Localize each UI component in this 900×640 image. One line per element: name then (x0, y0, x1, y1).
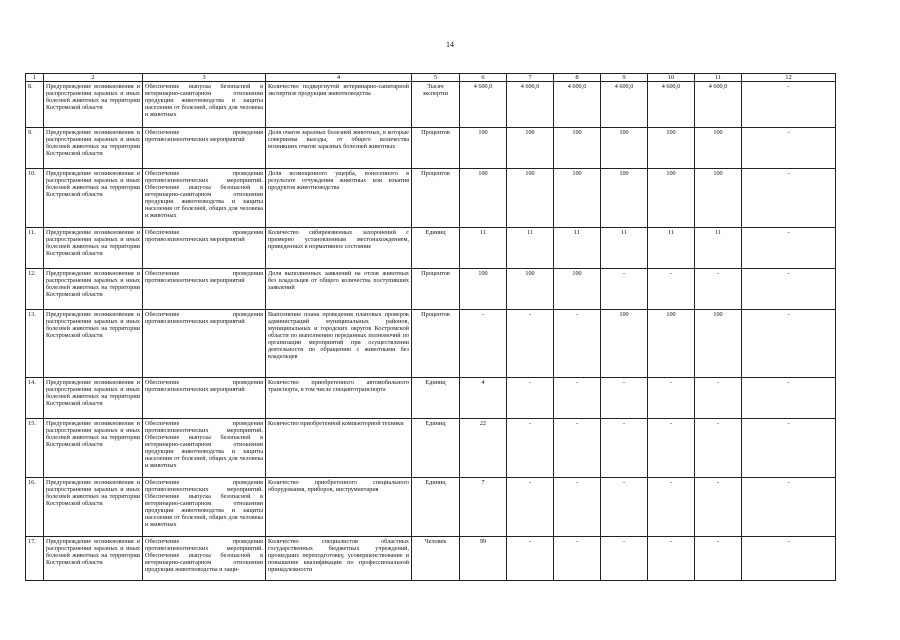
value-cell: 11 (695, 228, 742, 269)
unit-cell: Единиц (412, 228, 460, 269)
value-cell: - (695, 419, 742, 478)
row-number: 11. (26, 228, 44, 269)
unit-cell: Процентов (412, 128, 460, 169)
note-cell: - (742, 478, 836, 537)
row-number: 13. (26, 310, 44, 378)
row-number: 10. (26, 169, 44, 228)
value-cell: - (648, 478, 695, 537)
value-cell: 100 (648, 169, 695, 228)
unit-cell: Процентов (412, 269, 460, 310)
value-cell: 11 (648, 228, 695, 269)
note-cell: - (742, 228, 836, 269)
value-cell: 4 (460, 378, 507, 419)
value-cell: - (601, 419, 648, 478)
task-cell: Обеспечение проведения противоэпизоотических мероприятий. Обеспечение выпуска безопасной в ветеринарно-санитарном отношении продукции животноводства и защиты населения от болезней, общих для человека и животных (143, 419, 266, 478)
value-cell: - (648, 537, 695, 581)
task-cell: Обеспечение проведения противоэпизоотических мероприятий (143, 128, 266, 169)
goal-cell: Предупреждение возникновения и распространения заразных и иных болезней животных на территории Костромской области (44, 228, 143, 269)
value-cell: 100 (695, 128, 742, 169)
row-number: 9. (26, 128, 44, 169)
task-cell: Обеспечение проведения противоэпизоотических мероприятий. Обеспечение выпуска безопасной в ветеринарно-санитарном отношении продукции животноводства и защиты населения от болезней, общих для человека и животных (143, 478, 266, 537)
indicator-cell: Количество сибиреязвенных захоронений с примерно установленным местонахождением, приведенных в нормативное состояние (266, 228, 412, 269)
header-cell: 12 (742, 74, 836, 82)
value-cell: 100 (554, 128, 601, 169)
value-cell: - (601, 378, 648, 419)
page-number: 14 (446, 40, 454, 49)
value-cell: 4 600,0 (601, 82, 648, 128)
value-cell: - (601, 269, 648, 310)
goal-cell: Предупреждение возникновения и распространения заразных и иных болезней животных на территории Костромской области (44, 310, 143, 378)
unit-cell: Человек (412, 537, 460, 581)
value-cell: 100 (601, 128, 648, 169)
row-number: 12. (26, 269, 44, 310)
note-cell: - (742, 269, 836, 310)
value-cell: 100 (601, 310, 648, 378)
value-cell: - (460, 310, 507, 378)
value-cell: - (554, 478, 601, 537)
value-cell: 100 (554, 169, 601, 228)
value-cell: - (554, 537, 601, 581)
table-row (26, 269, 836, 310)
value-cell: 7 (460, 478, 507, 537)
indicator-cell: Количество приобретенного автомобильного транспорта, в том числе спецавтотранспорта (266, 378, 412, 419)
header-cell: 7 (507, 74, 554, 82)
value-cell: 11 (460, 228, 507, 269)
value-cell: - (554, 378, 601, 419)
task-cell: Обеспечение проведения противоэпизоотических мероприятий (143, 228, 266, 269)
task-cell: Обеспечение проведения противоэпизоотических мероприятий. Обеспечение выпуска безопасной в ветеринарно-санитарном отношении продукции животноводства и защиты населения от болезней, общих для человека и животных (143, 169, 266, 228)
row-number: 16. (26, 478, 44, 537)
value-cell: 100 (460, 269, 507, 310)
note-cell: - (742, 537, 836, 581)
task-cell: Обеспечение проведения противоэпизоотических мероприятий (143, 269, 266, 310)
header-cell: 1 (26, 74, 44, 82)
value-cell: 100 (601, 169, 648, 228)
value-cell: - (507, 378, 554, 419)
table-row (26, 478, 836, 537)
goal-cell: Предупреждение возникновения и распространения заразных и иных болезней животных на территории Костромской области (44, 537, 143, 581)
value-cell: 4 600,0 (507, 82, 554, 128)
unit-cell: Процентов (412, 310, 460, 378)
goal-cell: Предупреждение возникновения и распространения заразных и иных болезней животных на территории Костромской области (44, 169, 143, 228)
table-row (26, 169, 836, 228)
table-row (26, 378, 836, 419)
header-cell: 4 (266, 74, 412, 82)
value-cell: - (507, 419, 554, 478)
note-cell: - (742, 169, 836, 228)
header-cell: 9 (601, 74, 648, 82)
goal-cell: Предупреждение возникновения и распространения заразных и иных болезней животных на территории Костромской области (44, 269, 143, 310)
value-cell: 4 600,0 (554, 82, 601, 128)
value-cell: 100 (507, 128, 554, 169)
goal-cell: Предупреждение возникновения и распространения заразных и иных болезней животных на территории Костромской области (44, 478, 143, 537)
indicator-cell: Доля выполненных заявлений на отлов животных без владельцев от общего количества поступивших заявлений (266, 269, 412, 310)
task-cell: Обеспечение выпуска безопасной в ветеринарно-санитарном отношении продукции животноводства и защиты населения от болезней, общих для человека и животных (143, 82, 266, 128)
value-cell: - (648, 419, 695, 478)
header-cell: 6 (460, 74, 507, 82)
value-cell: 100 (460, 169, 507, 228)
value-cell: - (695, 478, 742, 537)
value-cell: 100 (507, 169, 554, 228)
header-cell: 10 (648, 74, 695, 82)
row-number: 15. (26, 419, 44, 478)
indicator-cell: Количество приобретенного специального оборудования, приборов, инструментария (266, 478, 412, 537)
value-cell: - (695, 269, 742, 310)
task-cell: Обеспечение проведения противоэпизоотических мероприятий (143, 378, 266, 419)
value-cell: 4 600,0 (648, 82, 695, 128)
table-row (26, 310, 836, 378)
table-row (26, 419, 836, 478)
value-cell: - (507, 310, 554, 378)
row-number: 14. (26, 378, 44, 419)
value-cell: - (695, 537, 742, 581)
value-cell: - (507, 478, 554, 537)
indicator-cell: Количество подвергнутой ветеринарно-санитарной экспертизе продукции животноводства (266, 82, 412, 128)
goal-cell: Предупреждение возникновения и распространения заразных и иных болезней животных на территории Костромской области (44, 419, 143, 478)
header-cell: 3 (143, 74, 266, 82)
value-cell: - (554, 419, 601, 478)
value-cell: 100 (507, 269, 554, 310)
value-cell: - (601, 537, 648, 581)
table-row (26, 537, 836, 581)
task-cell: Обеспечение проведения противоэпизоотических мероприятий. Обеспечение выпуска безопасной в ветеринарно-санитарном отношении продукции животноводства и защи- (143, 537, 266, 581)
table-row (26, 128, 836, 169)
header-cell: 11 (695, 74, 742, 82)
task-cell: Обеспечение проведения противоэпизоотических мероприятий (143, 310, 266, 378)
header-row (26, 74, 836, 82)
indicators-table (25, 73, 836, 581)
value-cell: - (648, 378, 695, 419)
value-cell: 11 (601, 228, 648, 269)
goal-cell: Предупреждение возникновения и распространения заразных и иных болезней животных на территории Костромской области (44, 82, 143, 128)
value-cell: 11 (507, 228, 554, 269)
value-cell: - (648, 269, 695, 310)
value-cell: 100 (460, 128, 507, 169)
indicator-cell: Доля возмещенного ущерба, понесенного в результате отчуждения животных или изъятия продуктов животноводства (266, 169, 412, 228)
unit-cell: Тысяч экспертиз (412, 82, 460, 128)
value-cell: - (601, 478, 648, 537)
unit-cell: Единиц (412, 478, 460, 537)
indicator-cell: Количество приобретенной компьютерной техники (266, 419, 412, 478)
value-cell: 11 (554, 228, 601, 269)
unit-cell: Единиц (412, 378, 460, 419)
value-cell: 100 (648, 310, 695, 378)
header-cell: 2 (44, 74, 143, 82)
indicator-cell: Выполнение плана проведения плановых проверок администраций муниципальных районов, муниципальных и городских округов Костромской области по выполнению переданных полномочий по организации мероприятий при осуществлении деятельности по обращению с животными без владельцев (266, 310, 412, 378)
note-cell: - (742, 419, 836, 478)
goal-cell: Предупреждение возникновения и распространения заразных и иных болезней животных на территории Костромской области (44, 128, 143, 169)
row-number: 17. (26, 537, 44, 581)
unit-cell: Единиц (412, 419, 460, 478)
value-cell: - (554, 310, 601, 378)
header-cell: 5 (412, 74, 460, 82)
value-cell: 22 (460, 419, 507, 478)
table-row (26, 228, 836, 269)
value-cell: 100 (695, 310, 742, 378)
value-cell: 4 600,0 (695, 82, 742, 128)
value-cell: 100 (695, 169, 742, 228)
note-cell: - (742, 128, 836, 169)
value-cell: 100 (554, 269, 601, 310)
note-cell: - (742, 82, 836, 128)
row-number: 8. (26, 82, 44, 128)
table-row (26, 82, 836, 128)
note-cell: - (742, 378, 836, 419)
indicator-cell: Доля очагов заразных болезней животных, в которые совершены выезды, от общего количества возникших очагов заразных болезней животных (266, 128, 412, 169)
goal-cell: Предупреждение возникновения и распространения заразных и иных болезней животных на территории Костромской области (44, 378, 143, 419)
value-cell: 4 600,0 (460, 82, 507, 128)
value-cell: - (695, 378, 742, 419)
header-cell: 8 (554, 74, 601, 82)
value-cell: 99 (460, 537, 507, 581)
note-cell: - (742, 310, 836, 378)
unit-cell: Процентов (412, 169, 460, 228)
value-cell: 100 (648, 128, 695, 169)
value-cell: - (507, 537, 554, 581)
indicator-cell: Количество специалистов областных государственных бюджетных учреждений, прошедших переподготовку, усовершенствование и повышение квалификации по профессиональной принадлежности (266, 537, 412, 581)
